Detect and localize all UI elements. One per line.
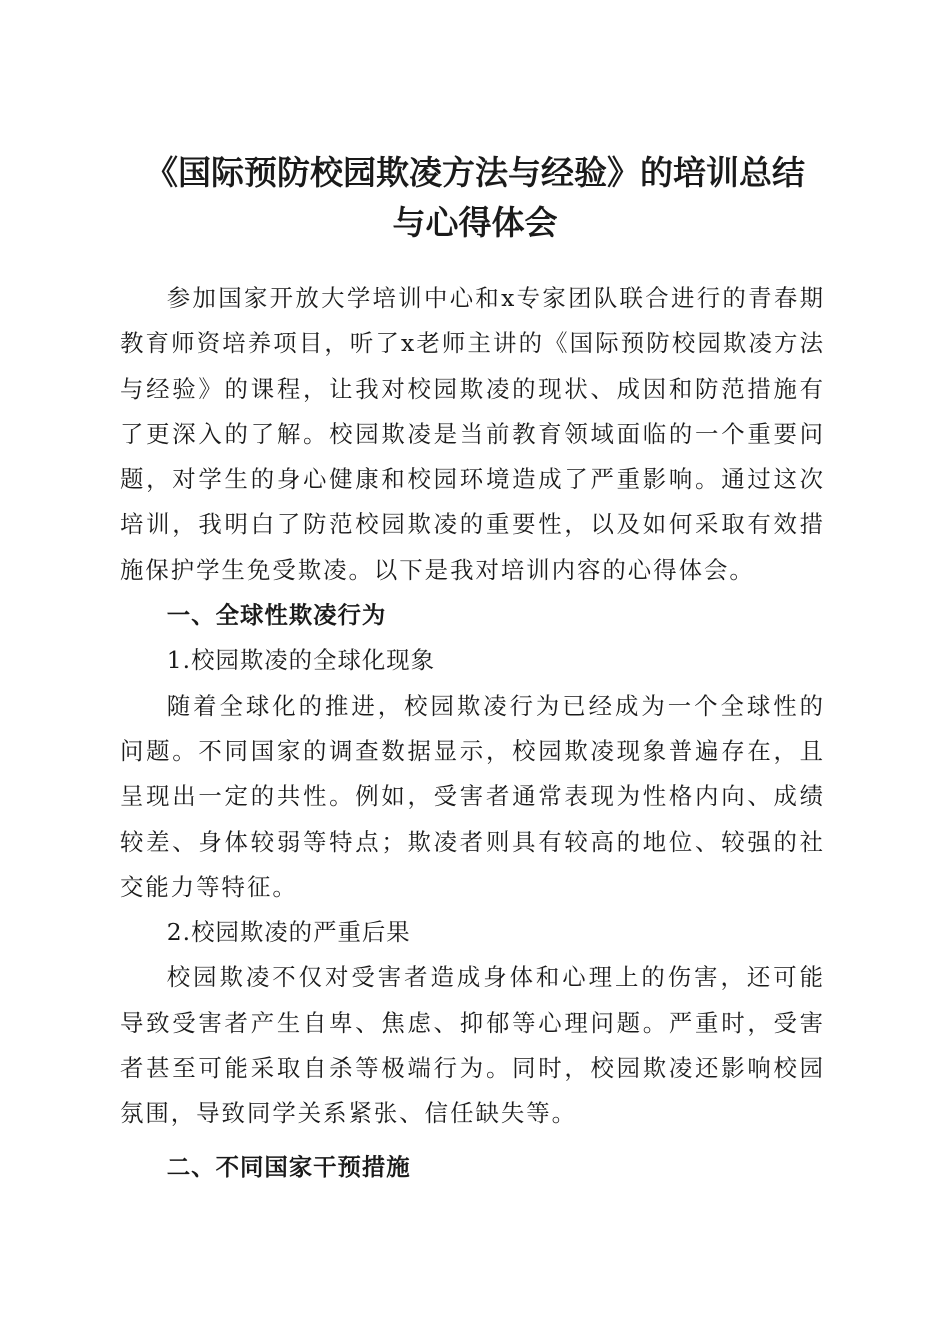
subsection-heading-1: 1.校园欺凌的全球化现象 — [166, 646, 436, 675]
subsection-1-paragraph: 随着全球化的推进，校园欺凌行为已经成为一个全球性的问题。不同国家的调查数据显示，校园欺凌现象普遍存在，且呈现出一定的共性。例如，受害者通常表现为性格内向、成绩较差、身体较弱等特点；欺凌者则具有较高的地位、较强的社交能力等特征。 — [120, 691, 825, 901]
title-line-1: 《国际预防校园欺凌方法与经验》的培训总结 — [145, 153, 805, 193]
section-gap — [120, 1137, 825, 1145]
intro-paragraph: 参加国家开放大学培训中心和x专家团队联合进行的青春期教育师资培养项目，听了x老师主讲的《国际预防校园欺凌方法与经验》的课程，让我对校园欺凌的现状、成因和防范措施有了更深入的了解。校园欺凌是当前教育领域面临的一个重要问题，对学生的身心健康和校园环境造成了严重影响。通过这次培训，我明白了防范校园欺凌的重要性，以及如何采取有效措施保护学生免受欺凌。以下是我对培训内容的心得体会。 — [120, 284, 825, 584]
section-heading-1: 一、全球性欺凌行为 — [166, 601, 387, 630]
document-body — [120, 276, 825, 1190]
document-title — [100, 148, 850, 248]
section-heading-2: 二、不同国家干预措施 — [166, 1152, 411, 1181]
subsection-heading-2: 2.校园欺凌的严重后果 — [166, 918, 411, 947]
subsection-2-paragraph: 校园欺凌不仅对受害者造成身体和心理上的伤害，还可能导致受害者产生自卑、焦虑、抑郁等心理问题。严重时，受害者甚至可能采取自杀等极端行为。同时，校园欺凌还影响校园氛围，导致同学关系紧张、信任缺失等。 — [120, 963, 825, 1128]
title-line-2: 与心得体会 — [392, 203, 558, 243]
